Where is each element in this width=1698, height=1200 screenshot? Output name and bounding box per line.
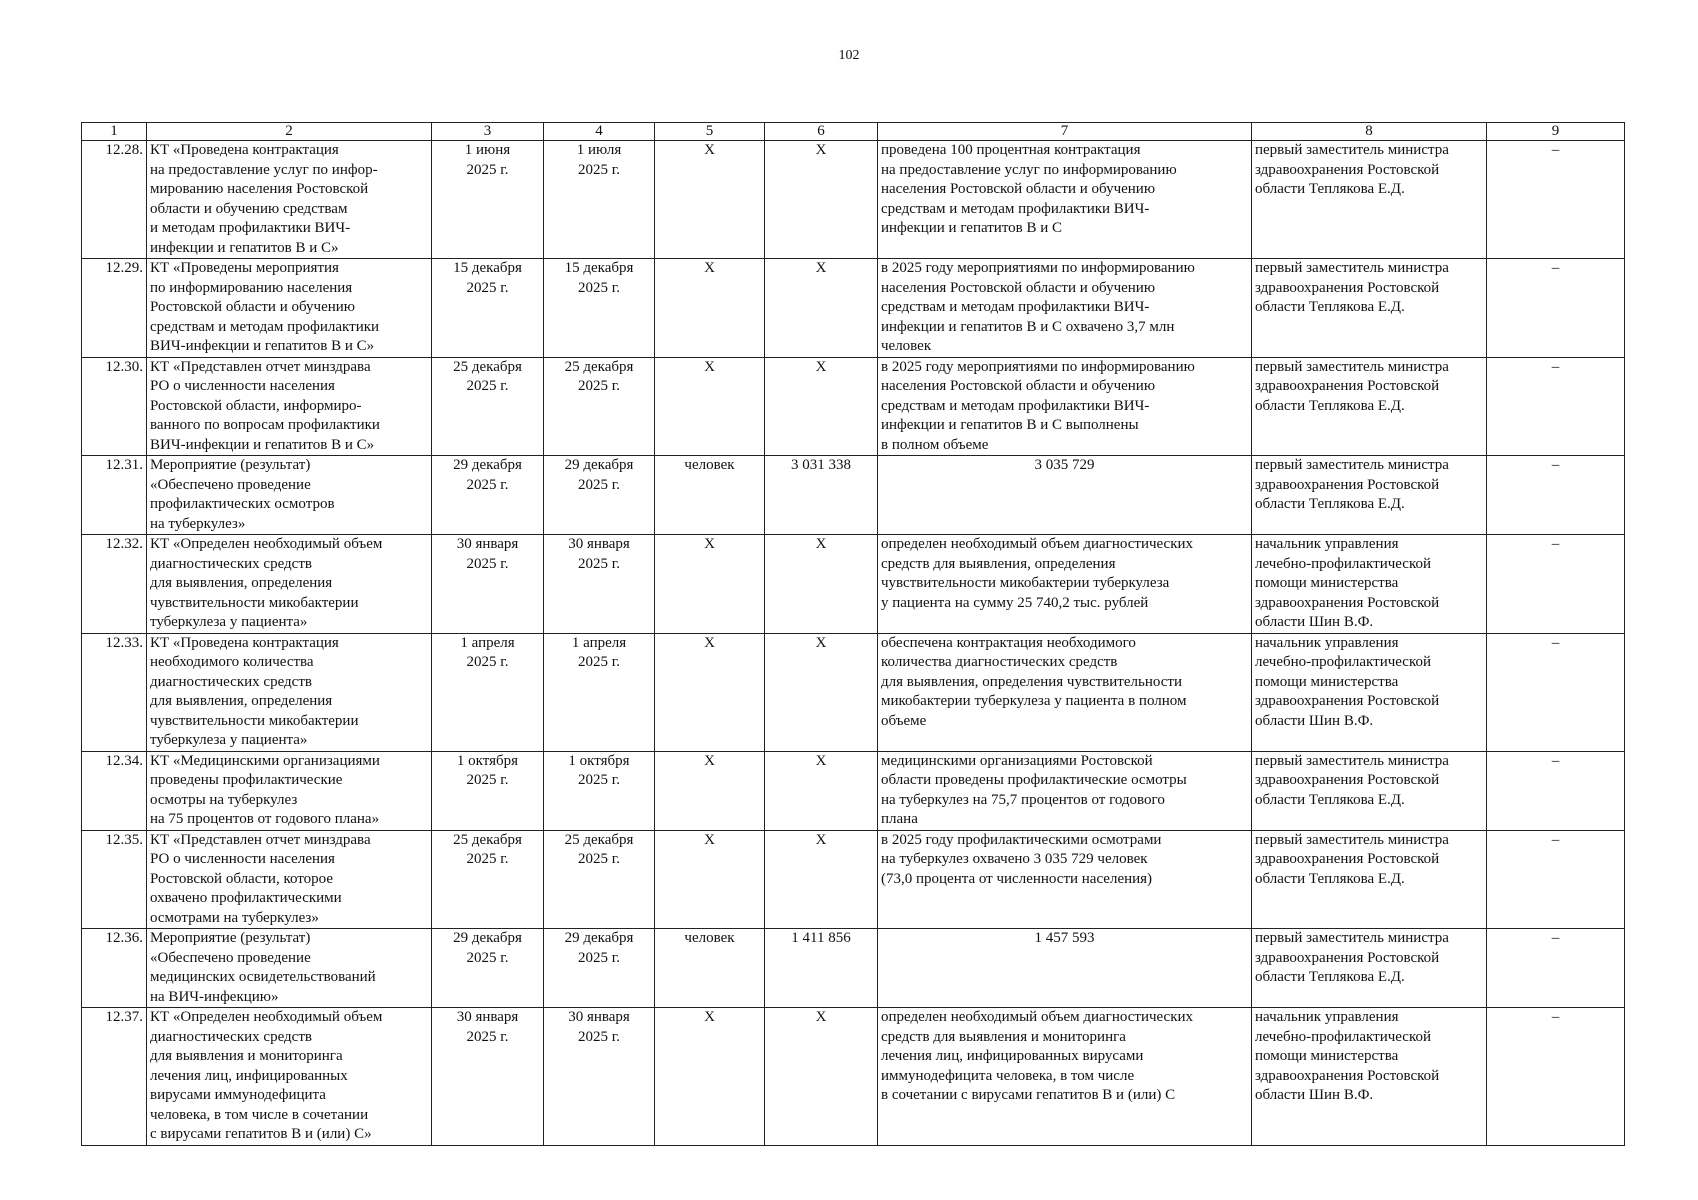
responsible-cell: первый заместитель министра здравоохранения Ростовской области Теплякова Е.Д.: [1252, 141, 1487, 259]
row-number-cell: 12.37.: [82, 1008, 147, 1146]
end-date-cell: 1 июля 2025 г.: [544, 141, 655, 259]
responsible-cell: первый заместитель министра здравоохранения Ростовской области Теплякова Е.Д.: [1252, 830, 1487, 929]
activity-name-cell: КТ «Проведена контрактация необходимого количества диагностических средств для выявления, определения чувствительности микобактерии туберкулеза у пациента»: [147, 633, 432, 751]
responsible-cell: начальник управления лечебно-профилактической помощи министерства здравоохранения Ростовской области Шин В.Ф.: [1252, 633, 1487, 751]
note-cell: –: [1487, 1008, 1625, 1146]
result-cell: проведена 100 процентная контрактация на предоставление услуг по информированию населения Ростовской области и обучению средствам и методам профилактики ВИЧ- инфекции и гепатитов В и С: [878, 141, 1252, 259]
header-cell: 7: [878, 123, 1252, 141]
start-date-cell: 1 апреля 2025 г.: [432, 633, 544, 751]
table-row: [82, 633, 1625, 751]
row-number-cell: 12.32.: [82, 535, 147, 634]
unit-cell: Х: [655, 357, 765, 456]
row-number-cell: 12.29.: [82, 259, 147, 358]
activity-name-cell: КТ «Проведены мероприятия по информированию населения Ростовской области и обучению средствам и методам профилактики ВИЧ-инфекции и гепатитов В и С»: [147, 259, 432, 358]
table-row: [82, 259, 1625, 358]
unit-cell: человек: [655, 456, 765, 535]
end-date-cell: 30 января 2025 г.: [544, 1008, 655, 1146]
end-date-cell: 15 декабря 2025 г.: [544, 259, 655, 358]
responsible-cell: начальник управления лечебно-профилактической помощи министерства здравоохранения Ростовской области Шин В.Ф.: [1252, 535, 1487, 634]
activity-name-cell: КТ «Определен необходимый объем диагностических средств для выявления, определения чувствительности микобактерии туберкулеза у пациента»: [147, 535, 432, 634]
plan-table: [81, 122, 1625, 1146]
end-date-cell: 1 апреля 2025 г.: [544, 633, 655, 751]
plan-value-cell: Х: [765, 751, 878, 830]
header-cell: 8: [1252, 123, 1487, 141]
header-cell: 4: [544, 123, 655, 141]
start-date-cell: 25 декабря 2025 г.: [432, 830, 544, 929]
note-cell: –: [1487, 929, 1625, 1008]
plan-value-cell: Х: [765, 357, 878, 456]
header-cell: 1: [82, 123, 147, 141]
unit-cell: Х: [655, 141, 765, 259]
end-date-cell: 29 декабря 2025 г.: [544, 929, 655, 1008]
start-date-cell: 30 января 2025 г.: [432, 535, 544, 634]
result-cell: 3 035 729: [878, 456, 1252, 535]
result-cell: определен необходимый объем диагностических средств для выявления и мониторинга лечения лиц, инфицированных вирусами иммунодефицита человека, в том числе в сочетании с вирусами гепатитов В и (или) С: [878, 1008, 1252, 1146]
result-cell: медицинскими организациями Ростовской области проведены профилактические осмотры на туберкулез на 75,7 процентов от годового плана: [878, 751, 1252, 830]
result-cell: обеспечена контрактация необходимого количества диагностических средств для выявления, определения чувствительности микобактерии туберкулеза у пациента в полном объеме: [878, 633, 1252, 751]
row-number-cell: 12.31.: [82, 456, 147, 535]
row-number-cell: 12.36.: [82, 929, 147, 1008]
end-date-cell: 1 октября 2025 г.: [544, 751, 655, 830]
start-date-cell: 1 октября 2025 г.: [432, 751, 544, 830]
unit-cell: Х: [655, 259, 765, 358]
plan-value-cell: Х: [765, 633, 878, 751]
unit-cell: человек: [655, 929, 765, 1008]
unit-cell: Х: [655, 830, 765, 929]
activity-name-cell: КТ «Представлен отчет минздрава РО о численности населения Ростовской области, которое охвачено профилактическими осмотрами на туберкулез»: [147, 830, 432, 929]
table-row: [82, 1008, 1625, 1146]
note-cell: –: [1487, 535, 1625, 634]
activity-name-cell: КТ «Проведена контрактация на предоставление услуг по инфор- мированию населения Ростовской области и обучению средствам и методам профилактики ВИЧ- инфекции и гепатитов В и С»: [147, 141, 432, 259]
note-cell: –: [1487, 751, 1625, 830]
header-cell: 6: [765, 123, 878, 141]
table-row: [82, 535, 1625, 634]
start-date-cell: 30 января 2025 г.: [432, 1008, 544, 1146]
plan-value-cell: Х: [765, 259, 878, 358]
start-date-cell: 15 декабря 2025 г.: [432, 259, 544, 358]
end-date-cell: 25 декабря 2025 г.: [544, 357, 655, 456]
plan-value-cell: 3 031 338: [765, 456, 878, 535]
table-row: [82, 141, 1625, 259]
header-cell: 9: [1487, 123, 1625, 141]
row-number-cell: 12.35.: [82, 830, 147, 929]
unit-cell: Х: [655, 633, 765, 751]
responsible-cell: первый заместитель министра здравоохранения Ростовской области Теплякова Е.Д.: [1252, 929, 1487, 1008]
row-number-cell: 12.33.: [82, 633, 147, 751]
responsible-cell: первый заместитель министра здравоохранения Ростовской области Теплякова Е.Д.: [1252, 456, 1487, 535]
start-date-cell: 1 июня 2025 г.: [432, 141, 544, 259]
header-cell: 3: [432, 123, 544, 141]
note-cell: –: [1487, 259, 1625, 358]
result-cell: определен необходимый объем диагностических средств для выявления, определения чувствительности микобактерии туберкулеза у пациента на сумму 25 740,2 тыс. рублей: [878, 535, 1252, 634]
table-row: [82, 357, 1625, 456]
result-cell: 1 457 593: [878, 929, 1252, 1008]
end-date-cell: 25 декабря 2025 г.: [544, 830, 655, 929]
plan-value-cell: Х: [765, 141, 878, 259]
row-number-cell: 12.34.: [82, 751, 147, 830]
header-row: [82, 123, 1625, 141]
result-cell: в 2025 году мероприятиями по информированию населения Ростовской области и обучению средствам и методам профилактики ВИЧ- инфекции и гепатитов В и С выполнены в полном объеме: [878, 357, 1252, 456]
activity-name-cell: КТ «Медицинскими организациями проведены профилактические осмотры на туберкулез на 75 процентов от годового плана»: [147, 751, 432, 830]
responsible-cell: первый заместитель министра здравоохранения Ростовской области Теплякова Е.Д.: [1252, 357, 1487, 456]
start-date-cell: 29 декабря 2025 г.: [432, 456, 544, 535]
result-cell: в 2025 году мероприятиями по информированию населения Ростовской области и обучению средствам и методам профилактики ВИЧ- инфекции и гепатитов В и С охвачено 3,7 млн человек: [878, 259, 1252, 358]
note-cell: –: [1487, 357, 1625, 456]
responsible-cell: первый заместитель министра здравоохранения Ростовской области Теплякова Е.Д.: [1252, 751, 1487, 830]
table-row: [82, 751, 1625, 830]
note-cell: –: [1487, 141, 1625, 259]
activity-name-cell: Мероприятие (результат) «Обеспечено проведение профилактических осмотров на туберкулез»: [147, 456, 432, 535]
header-cell: 2: [147, 123, 432, 141]
table-row: [82, 929, 1625, 1008]
header-cell: 5: [655, 123, 765, 141]
responsible-cell: первый заместитель министра здравоохранения Ростовской области Теплякова Е.Д.: [1252, 259, 1487, 358]
table-row: [82, 456, 1625, 535]
responsible-cell: начальник управления лечебно-профилактической помощи министерства здравоохранения Ростовской области Шин В.Ф.: [1252, 1008, 1487, 1146]
plan-value-cell: Х: [765, 535, 878, 634]
unit-cell: Х: [655, 535, 765, 634]
plan-value-cell: Х: [765, 1008, 878, 1146]
start-date-cell: 29 декабря 2025 г.: [432, 929, 544, 1008]
plan-value-cell: 1 411 856: [765, 929, 878, 1008]
note-cell: –: [1487, 830, 1625, 929]
unit-cell: Х: [655, 751, 765, 830]
activity-name-cell: КТ «Представлен отчет минздрава РО о численности населения Ростовской области, информиро- ванного по вопросам профилактики ВИЧ-инфекции и гепатитов В и С»: [147, 357, 432, 456]
note-cell: –: [1487, 456, 1625, 535]
result-cell: в 2025 году профилактическими осмотрами на туберкулез охвачено 3 035 729 человек (73,0 процента от численности населения): [878, 830, 1252, 929]
table-row: [82, 830, 1625, 929]
page-number: 102: [838, 48, 860, 63]
start-date-cell: 25 декабря 2025 г.: [432, 357, 544, 456]
activity-name-cell: Мероприятие (результат) «Обеспечено проведение медицинских освидетельствований на ВИЧ-инфекцию»: [147, 929, 432, 1008]
note-cell: –: [1487, 633, 1625, 751]
end-date-cell: 30 января 2025 г.: [544, 535, 655, 634]
unit-cell: Х: [655, 1008, 765, 1146]
activity-name-cell: КТ «Определен необходимый объем диагностических средств для выявления и мониторинга лечения лиц, инфицированных вирусами иммунодефицита человека, в том числе в сочетании с вирусами гепатитов В и (или) С»: [147, 1008, 432, 1146]
end-date-cell: 29 декабря 2025 г.: [544, 456, 655, 535]
row-number-cell: 12.30.: [82, 357, 147, 456]
row-number-cell: 12.28.: [82, 141, 147, 259]
plan-value-cell: Х: [765, 830, 878, 929]
